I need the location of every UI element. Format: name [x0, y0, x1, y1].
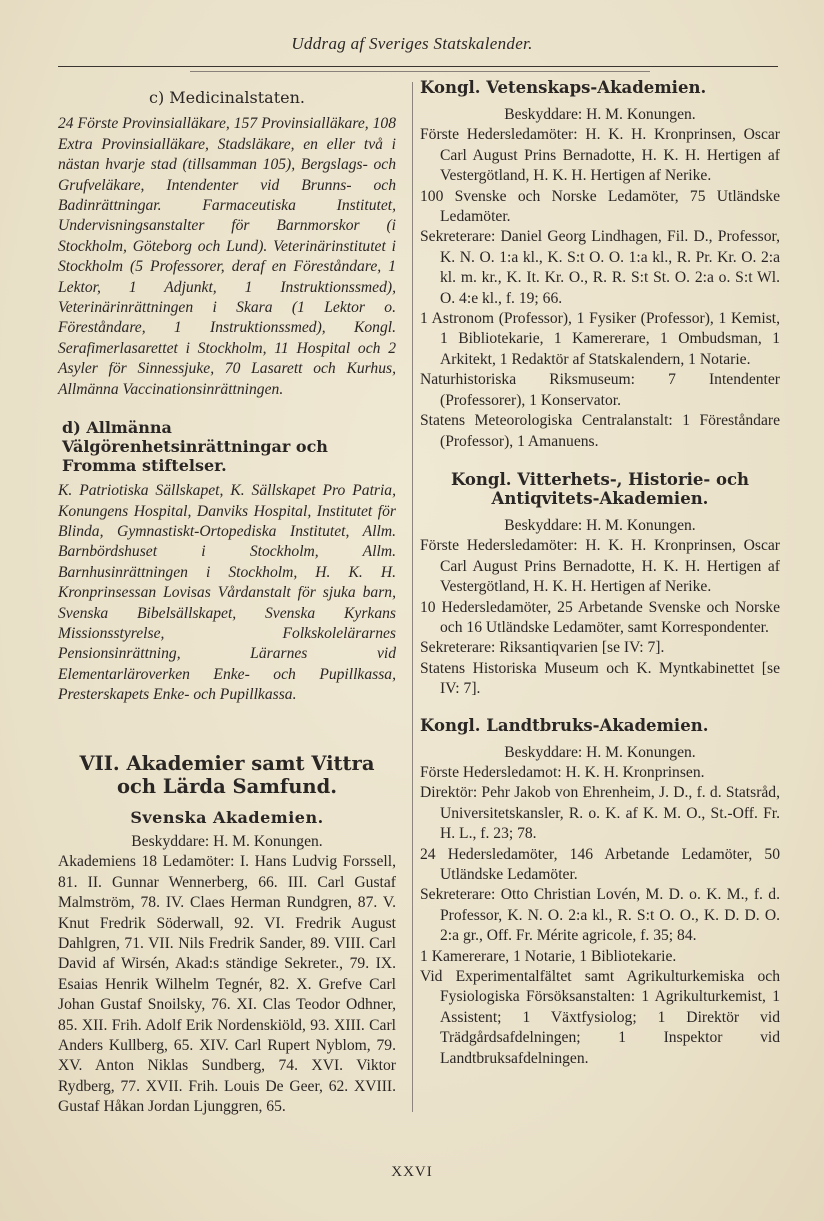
svenska-akademien-heading: Svenska Akademien. — [130, 807, 324, 827]
landtbruks-honorary: Förste Hedersledamot: H. K. H. Kronprinsen. — [420, 763, 705, 781]
vetenskaps-honorary: Förste Hedersledamöter: H. K. H. Kronprinsen, Oscar Carl August Prins Bernadotte, H. K. H. Hertigen af Vestergötland, H. K. H. Hertigen af Nerike. — [420, 126, 780, 185]
vitterhets-secretary: Sekreterare: Riksantiqvarien [se IV: 7]. — [420, 639, 665, 657]
vitterhets-honorary: Förste Hedersledamöter: H. K. H. Kronprinsen, Oscar Carl August Prins Bernadotte, H. K. H. Hertigen af Vestergötland, H. K. H. Hertigen af Nerike. — [420, 537, 780, 596]
medicinal-body: 24 Förste Provinsialläkare, 157 Provinsialläkare, 108 Extra Provinsialläkare, Stadsläkare, en eller två i nästan hvarje stad (tillsamman 105), Bergslags- och Grufveläkare, Intendenter vid Brunns- och Badinrättningar. Farmaceutiska Institutet, Undervisningsanstalter för Barnmorskor (i Stockholm, Göteborg och Lund). Veterinärinstitutet i Stockholm (5 Professorer, deraf en Föreståndare, 1 Lektor, 1 Adjunkt, 1 Instruktionssmed), Veterinärinrättningen i Skara (1 Lektor o. Föreståndare, 1 Instruktionssmed), Kongl. Serafimerlasarettet i Stockholm, 11 Hospital och 2 Asyler för Sinnessjuke, 70 Lasarett och Kurhus, Allmänna Vaccinationsinrättningen. — [58, 115, 396, 398]
vetenskaps-heading: Kongl. Vetenskaps-Akademien. — [420, 78, 707, 97]
header-rule-thin — [190, 71, 650, 72]
vitterhets-members: 10 Hedersledamöter, 25 Arbetande Svenske och Norske och 16 Utländske Ledamöter, samt Korrespondenter. — [420, 598, 780, 636]
svenska-protector: Beskyddare: H. M. Konungen. — [131, 832, 323, 850]
vitterhets-protector: Beskyddare: H. M. Konungen. — [504, 516, 696, 534]
section-vii-heading: VII. Akademier samt Vittra och Lärda Samfund. — [79, 751, 375, 798]
vetenskaps-meteorology: Statens Meteorologiska Centralanstalt: 1 Föreståndare (Professor), 1 Amanuens. — [420, 412, 780, 450]
landtbruks-field-station: Vid Experimentalfältet samt Agrikulturkemiska och Fysiologiska Försöksanstalten: 1 Agrikulturkemist, 1 Assistent; 1 Växtfysiolog; 1 Direktör vid Trädgårdsafdelningen; 1 Inspektor vid Landtbruksafdelningen. — [420, 968, 780, 1067]
medicinal-heading: c) Medicinalstaten. — [148, 88, 305, 107]
landtbruks-heading: Kongl. Landtbruks-Akademien. — [420, 715, 709, 735]
charity-body: K. Patriotiska Sällskapet, K. Sällskapet Pro Patria, Konungens Hospital, Danviks Hospital, Institutet för Blinda, Gymnastiskt-Ortopediska Institutet, Allm. Barnbördshuset i Stockholm, Allm. Barnhusinrättningen i Stockholm, H. K. H. Kronprinsessan Lovisas Vårdanstalt för sjuka barn, Svenska Bibelsällskapet, Svenska Kyrkans Missionsstyrelse, Folkskolelärarnes Pensionsinrättning, Lärarnes vid Elementarläroverken Enke- och Pupillkassa, Presterskapets Enke- och Pupillkassa. — [58, 482, 396, 704]
landtbruks-director: Direktör: Pehr Jakob von Ehrenheim, J. D., f. d. Statsråd, Universitetskansler, R. o. K. af K. M. O., St.-Off. Fr. H. L., f. 23; 78. — [420, 784, 780, 843]
column-divider — [412, 82, 413, 1112]
landtbruks-secretary: Sekreterare: Otto Christian Lovén, M. D. o. K. M., f. d. Professor, K. N. O. 2:a kl., R. S:t O. O., K. D. D. O. 2:a gr., Off. Fr. Mérite agricole, f. 35; 84. — [420, 886, 780, 945]
running-header: Uddrag af Sveriges Statskalender. — [291, 34, 533, 53]
vetenskaps-staff: 1 Astronom (Professor), 1 Fysiker (Professor), 1 Kemist, 1 Bibliotekarie, 1 Kamererare, 1 Ombudsman, 1 Arkitekt, 1 Redaktör af Statskalendern, 1 Notarie. — [420, 310, 780, 368]
vitterhets-heading: Kongl. Vitterhets-, Historie- och Antiqvitets-Akademien. — [450, 469, 750, 508]
left-column — [58, 78, 396, 1118]
vitterhets-museum: Statens Historiska Museum och K. Myntkabinettet [se IV: 7]. — [420, 659, 780, 698]
charity-heading: d) Allmänna Välgörenhetsinrättningar och Fromma stiftelser. — [62, 418, 328, 476]
landtbruks-members: 24 Hedersledamöter, 146 Arbetande Ledamöter, 50 Utländske Ledamöter. — [420, 845, 780, 883]
landtbruks-staff: 1 Kamererare, 1 Notarie, 1 Bibliotekarie. — [420, 947, 677, 965]
vetenskaps-members: 100 Svenske och Norske Ledamöter, 75 Utländske Ledamöter. — [420, 187, 780, 226]
vetenskaps-protector: Beskyddare: H. M. Konungen. — [504, 106, 696, 123]
right-column — [420, 78, 780, 1069]
page-number: XXVI — [391, 1164, 433, 1180]
svenska-members: Akademiens 18 Ledamöter: I. Hans Ludvig Forssell, 81. II. Gunnar Wennerberg, 66. III. Carl Gustaf Malmström, 78. IV. Claes Herman Rundgren, 87. V. Knut Fredrik Söderwall, 92. VI. Fredrik August Dahlgren, 71. VII. Nils Fredrik Sander, 89. VIII. Carl David af Wirsén, Akad:s ständige Sekreter., 79. IX. Esaias Henrik Wilhelm Tegnér, 82. X. Grefve Carl Johan Gustaf Snoilsky, 76. XI. Clas Teodor Odhner, 85. XII. Frih. Adolf Erik Nordenskiöld, 93. XIII. Carl Anders Kullberg, 65. XIV. Carl Rupert Nyblom, 79. XV. Anton Niklas Sundberg, 74. XVI. Viktor Rydberg, 77. XVII. Frih. Louis De Geer, 62. XVIII. Gustaf Håkan Jordan Ljunggren, 65. — [58, 853, 396, 1116]
header-rule — [58, 66, 778, 67]
landtbruks-protector: Beskyddare: H. M. Konungen. — [504, 743, 696, 761]
vetenskaps-secretary: Sekreterare: Daniel Georg Lindhagen, Fil. D., Professor, K. N. O. 1:a kl., K. S:t O. O. 1:a kl., R. Pr. Kr. O. 2:a kl. m. kr., K. It. Kr. O., R. R. S:t St. O. 2:a o. S:t Wl. O. 4:e kl., f. 19; 66. — [420, 228, 780, 307]
vetenskaps-museum: Naturhistoriska Riksmuseum: 7 Intendenter (Professorer), 1 Konservator. — [420, 371, 780, 409]
